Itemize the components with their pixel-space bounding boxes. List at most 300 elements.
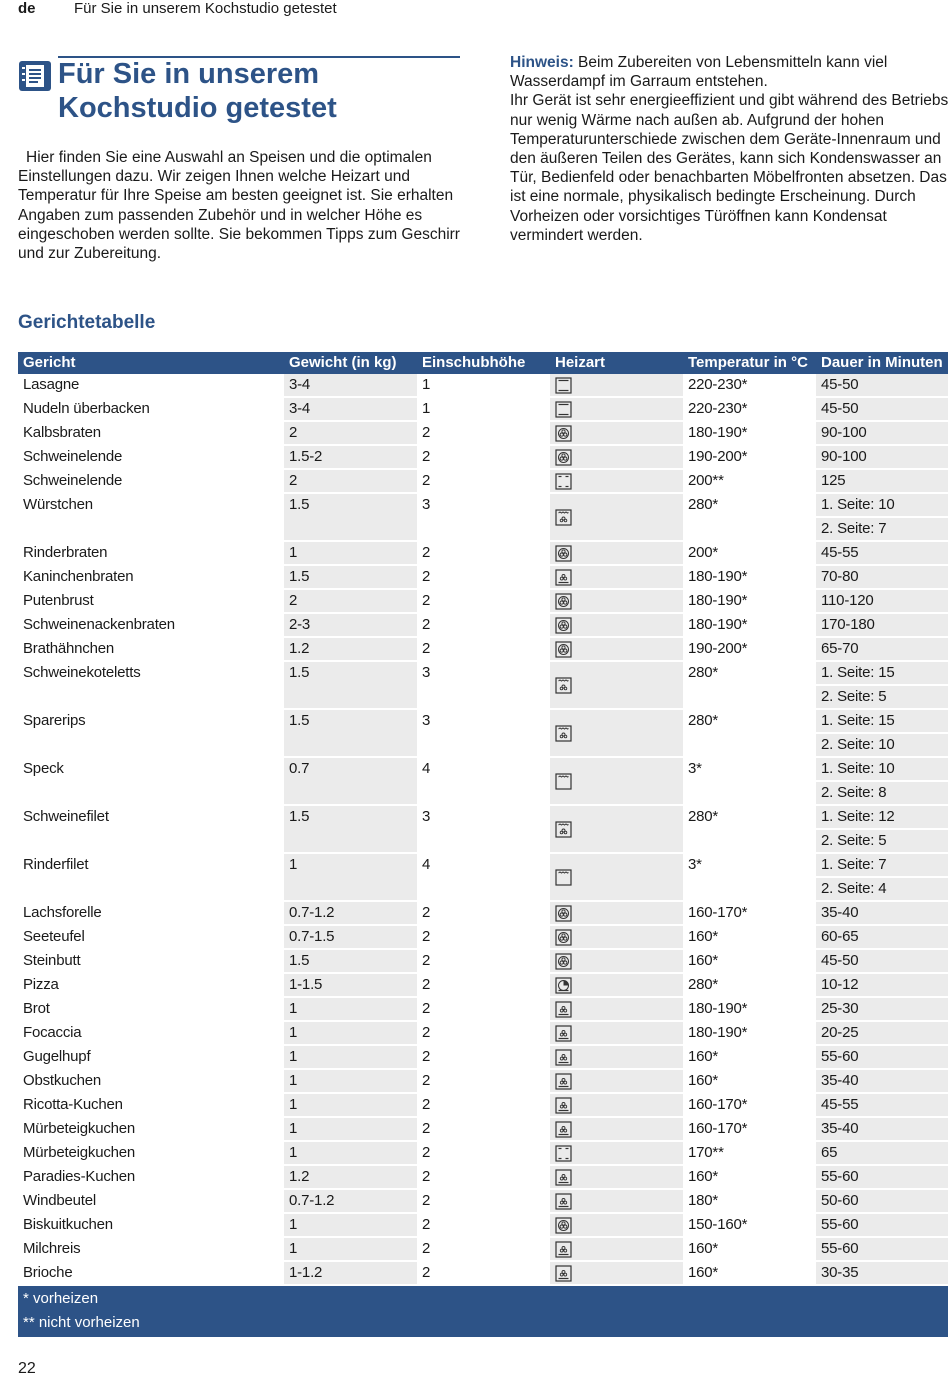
column-header-heat: Heizart [555, 354, 606, 371]
cell-duration [816, 926, 948, 948]
cell-dish: Sparerips [18, 710, 284, 756]
duration-value: 35-40 [816, 902, 948, 924]
cell-heat [550, 566, 683, 588]
bottom-fan-icon [555, 1121, 572, 1138]
cell-temp: 280* [683, 806, 816, 852]
table-row-nudeln-ueberbacken [18, 398, 948, 422]
duration-value: 2. Seite: 4 [816, 876, 948, 900]
cell-temp: 3* [683, 758, 816, 804]
bottom-fan-icon [555, 569, 572, 586]
cell-heat [550, 1094, 683, 1116]
cell-temp: 180-190* [683, 614, 816, 636]
cell-dish: Mürbeteigkuchen [18, 1142, 284, 1164]
cell-duration [816, 1238, 948, 1260]
cell-temp: 180-190* [683, 998, 816, 1020]
table-row-obstkuchen [18, 1070, 948, 1094]
cell-duration [816, 614, 948, 636]
cell-duration [816, 1262, 948, 1284]
table-row-brathaehnchen [18, 638, 948, 662]
cell-level: 2 [417, 566, 550, 588]
hot-air-icon [555, 545, 572, 562]
cell-duration [816, 398, 948, 420]
cell-temp: 190-200* [683, 446, 816, 468]
hot-air-icon [555, 449, 572, 466]
cell-dish: Windbeutel [18, 1190, 284, 1212]
cell-level: 2 [417, 1190, 550, 1212]
cell-dish: Rinderfilet [18, 854, 284, 900]
cell-temp: 280* [683, 662, 816, 708]
header-language: de [18, 0, 36, 17]
page-number: 22 [18, 1360, 36, 1377]
table-row-speck [18, 758, 948, 806]
cell-level: 2 [417, 902, 550, 924]
duration-value: 30-35 [816, 1262, 948, 1284]
duration-value: 25-30 [816, 998, 948, 1020]
cell-temp: 220-230* [683, 398, 816, 420]
duration-value: 2. Seite: 8 [816, 780, 948, 804]
table-row-brot [18, 998, 948, 1022]
cell-temp: 180-190* [683, 1022, 816, 1044]
duration-value: 50-60 [816, 1190, 948, 1212]
cell-weight: 2 [284, 422, 417, 444]
bottom-fan-icon [555, 1025, 572, 1042]
cell-weight: 1 [284, 854, 417, 900]
cell-weight: 1.5-2 [284, 446, 417, 468]
cell-duration [816, 494, 948, 540]
cell-dish: Brathähnchen [18, 638, 284, 660]
cell-temp: 160-170* [683, 902, 816, 924]
duration-value: 2. Seite: 7 [816, 516, 948, 540]
section-title: Für Sie in unserem Kochstudio getestet [58, 58, 337, 124]
note-text-2: Ihr Gerät ist sehr energieeffizient und gibt während des Betriebs nur wenig Wärme nach außen ab. Aufgrund der hohen Temperaturunterschiede zwischen dem Geräte-Innenraum und den äußeren Teilen des Gerätes, kann sich Kondenswasser an Tür, Bedienfeld oder benachbarten Möbelfronten absetzen. Das ist eine normale, physikalisch bedingte Erscheinung. Durch Vorheizen oder vorsichtiges Türöffnen kann Kondensat vermindert werden. [510, 92, 949, 244]
cell-level: 2 [417, 614, 550, 636]
intro-paragraph: Hier finden Sie eine Auswahl an Speisen und die optimalen Einstellungen dazu. Wir zeigen Ihnen welche Heizart und Temperatur für Ihre Speise am besten geeignet ist. Sie erhalten Angaben zum passenden Zubehör und in welcher Höhe es eingeschoben werden sollte. Sie bekommen Tipps zum Geschirr und zur Zubereitung. [18, 149, 460, 263]
note-label: Hinweis: [510, 54, 574, 71]
cell-temp: 280* [683, 494, 816, 540]
cell-level: 2 [417, 950, 550, 972]
cell-temp: 180-190* [683, 566, 816, 588]
cell-dish: Obstkuchen [18, 1070, 284, 1092]
eco-heat-icon [555, 473, 572, 490]
cell-duration [816, 1094, 948, 1116]
grill-fan-icon [555, 509, 572, 526]
cell-duration [816, 590, 948, 612]
header-title: Für Sie in unserem Kochstudio getestet [74, 0, 337, 17]
cell-duration [816, 974, 948, 996]
cell-duration [816, 662, 948, 708]
column-header-temp: Temperatur in °C [688, 354, 808, 371]
column-header-level: Einschubhöhe [422, 354, 526, 371]
duration-value: 55-60 [816, 1238, 948, 1260]
cell-temp: 180-190* [683, 590, 816, 612]
cell-weight: 1 [284, 1214, 417, 1236]
note-block [510, 53, 950, 245]
cell-level: 2 [417, 542, 550, 564]
duration-value: 65-70 [816, 638, 948, 660]
table-row-paradies-kuchen [18, 1166, 948, 1190]
table-row-brioche [18, 1262, 948, 1286]
table-row-biskuitkuchen [18, 1214, 948, 1238]
hot-air-icon [555, 593, 572, 610]
cell-dish: Schweinekoteletts [18, 662, 284, 708]
duration-value: 1. Seite: 15 [816, 662, 948, 684]
duration-value: 20-25 [816, 1022, 948, 1044]
cell-heat [550, 854, 683, 900]
duration-value: 45-50 [816, 950, 948, 972]
cell-duration [816, 1070, 948, 1092]
top-bottom-heat-icon [555, 401, 572, 418]
table-row-wuerstchen [18, 494, 948, 542]
cell-temp: 180* [683, 1190, 816, 1212]
cell-level: 2 [417, 1046, 550, 1068]
cell-temp: 3* [683, 854, 816, 900]
table-row-seeteufel [18, 926, 948, 950]
cell-level: 1 [417, 374, 550, 396]
cell-level: 3 [417, 494, 550, 540]
cell-dish: Speck [18, 758, 284, 804]
cell-temp: 200* [683, 542, 816, 564]
cell-heat [550, 1142, 683, 1164]
cell-heat [550, 974, 683, 996]
cell-heat [550, 926, 683, 948]
cell-heat [550, 374, 683, 396]
cell-level: 2 [417, 1070, 550, 1092]
cell-heat [550, 446, 683, 468]
cell-heat [550, 398, 683, 420]
cell-weight: 1 [284, 1142, 417, 1164]
cell-weight: 1 [284, 1118, 417, 1140]
cell-heat [550, 1214, 683, 1236]
cell-dish: Kaninchenbraten [18, 566, 284, 588]
grill-icon [555, 869, 572, 886]
cell-duration [816, 1118, 948, 1140]
cell-dish: Schweinenackenbraten [18, 614, 284, 636]
duration-value: 110-120 [816, 590, 948, 612]
duration-value: 10-12 [816, 974, 948, 996]
cell-duration [816, 446, 948, 468]
table-body [18, 374, 948, 1286]
hot-air-icon [555, 929, 572, 946]
bottom-fan-icon [555, 1265, 572, 1282]
duration-value: 1. Seite: 15 [816, 710, 948, 732]
cell-dish: Schweinelende [18, 470, 284, 492]
cell-heat [550, 1070, 683, 1092]
duration-value: 65 [816, 1142, 948, 1164]
table-row-rinderfilet [18, 854, 948, 902]
cell-weight: 3-4 [284, 374, 417, 396]
cell-heat [550, 662, 683, 708]
duration-value: 45-50 [816, 374, 948, 396]
cell-heat [550, 470, 683, 492]
cell-heat [550, 902, 683, 924]
duration-value: 90-100 [816, 446, 948, 468]
cell-level: 3 [417, 806, 550, 852]
cell-level: 2 [417, 1094, 550, 1116]
cell-weight: 1.5 [284, 710, 417, 756]
bottom-fan-icon [555, 1193, 572, 1210]
cell-heat [550, 494, 683, 540]
cell-temp: 280* [683, 974, 816, 996]
cell-level: 2 [417, 470, 550, 492]
cell-dish: Gugelhupf [18, 1046, 284, 1068]
cell-dish: Putenbrust [18, 590, 284, 612]
table-footnotes [18, 1286, 948, 1337]
duration-value: 170-180 [816, 614, 948, 636]
cell-level: 2 [417, 1262, 550, 1284]
cell-level: 2 [417, 422, 550, 444]
grill-icon [555, 773, 572, 790]
duration-value: 2. Seite: 5 [816, 828, 948, 852]
cell-heat [550, 1190, 683, 1212]
cell-dish: Rinderbraten [18, 542, 284, 564]
duration-value: 90-100 [816, 422, 948, 444]
cell-heat [550, 590, 683, 612]
table-row-putenbrust [18, 590, 948, 614]
cell-heat [550, 1118, 683, 1140]
cell-dish: Lasagne [18, 374, 284, 396]
bottom-fan-icon [555, 1241, 572, 1258]
cell-temp: 160-170* [683, 1094, 816, 1116]
cell-weight: 1 [284, 1070, 417, 1092]
cell-level: 2 [417, 926, 550, 948]
table-row-steinbutt [18, 950, 948, 974]
duration-value: 55-60 [816, 1214, 948, 1236]
cell-weight: 2 [284, 590, 417, 612]
cell-weight: 1.5 [284, 950, 417, 972]
cell-duration [816, 566, 948, 588]
grill-fan-icon [555, 821, 572, 838]
cell-duration [816, 950, 948, 972]
duration-value: 35-40 [816, 1118, 948, 1140]
cell-temp: 150-160* [683, 1214, 816, 1236]
cell-level: 2 [417, 590, 550, 612]
cell-heat [550, 1046, 683, 1068]
cell-temp: 160* [683, 926, 816, 948]
top-bottom-heat-icon [555, 377, 572, 394]
cell-weight: 1 [284, 998, 417, 1020]
cell-dish: Schweinefilet [18, 806, 284, 852]
cell-level: 2 [417, 1214, 550, 1236]
cell-weight: 1.5 [284, 494, 417, 540]
cell-weight: 3-4 [284, 398, 417, 420]
cell-duration [816, 1190, 948, 1212]
cell-weight: 1 [284, 1022, 417, 1044]
table-row-schweinekoteletts [18, 662, 948, 710]
cell-weight: 1-1.2 [284, 1262, 417, 1284]
cell-duration [816, 1046, 948, 1068]
cell-dish: Seeteufel [18, 926, 284, 948]
footnote-preheat: * vorheizen [23, 1290, 99, 1307]
cell-heat [550, 542, 683, 564]
cell-dish: Kalbsbraten [18, 422, 284, 444]
cell-dish: Biskuitkuchen [18, 1214, 284, 1236]
cell-duration [816, 902, 948, 924]
cell-duration [816, 758, 948, 804]
duration-value: 1. Seite: 12 [816, 806, 948, 828]
cell-temp: 160* [683, 950, 816, 972]
grill-fan-icon [555, 725, 572, 742]
table-row-schweinelende [18, 446, 948, 470]
bottom-fan-icon [555, 1073, 572, 1090]
cell-duration [816, 470, 948, 492]
table-title: Gerichtetabelle [18, 312, 156, 333]
column-header-duration: Dauer in Minuten [821, 354, 943, 371]
cell-weight: 1 [284, 542, 417, 564]
cell-temp: 220-230* [683, 374, 816, 396]
table-header [18, 352, 948, 374]
cell-duration [816, 1022, 948, 1044]
cell-dish: Lachsforelle [18, 902, 284, 924]
cell-temp: 170** [683, 1142, 816, 1164]
cell-heat [550, 422, 683, 444]
cell-heat [550, 950, 683, 972]
cell-weight: 1.5 [284, 566, 417, 588]
cell-level: 2 [417, 638, 550, 660]
hot-air-icon [555, 425, 572, 442]
cell-duration [816, 854, 948, 900]
cell-duration [816, 422, 948, 444]
cell-weight: 0.7 [284, 758, 417, 804]
cell-heat [550, 638, 683, 660]
cell-weight: 0.7-1.2 [284, 1190, 417, 1212]
duration-value: 2. Seite: 5 [816, 684, 948, 708]
duration-value: 70-80 [816, 566, 948, 588]
cell-level: 3 [417, 662, 550, 708]
cell-dish: Ricotta-Kuchen [18, 1094, 284, 1116]
table-row-gugelhupf [18, 1046, 948, 1070]
hot-air-icon [555, 905, 572, 922]
duration-value: 55-60 [816, 1046, 948, 1068]
duration-value: 125 [816, 470, 948, 492]
cell-weight: 1 [284, 1238, 417, 1260]
note-text: Beim Zubereiten von Lebensmitteln kann viel Wasserdampf im Garraum entstehen. [510, 54, 888, 91]
cell-level: 2 [417, 1118, 550, 1140]
document-list-icon [18, 60, 52, 92]
cell-dish: Schweinelende [18, 446, 284, 468]
table-row-windbeutel [18, 1190, 948, 1214]
cell-weight: 1 [284, 1046, 417, 1068]
cell-heat [550, 710, 683, 756]
duration-value: 45-50 [816, 398, 948, 420]
table-row-pizza [18, 974, 948, 998]
cell-dish: Milchreis [18, 1238, 284, 1260]
cell-dish: Pizza [18, 974, 284, 996]
cell-level: 2 [417, 998, 550, 1020]
eco-heat-icon [555, 1145, 572, 1162]
duration-value: 2. Seite: 10 [816, 732, 948, 756]
bottom-fan-icon [555, 1169, 572, 1186]
cell-dish: Mürbeteigkuchen [18, 1118, 284, 1140]
duration-value: 1. Seite: 10 [816, 758, 948, 780]
cell-dish: Brioche [18, 1262, 284, 1284]
duration-value: 45-55 [816, 542, 948, 564]
cell-level: 2 [417, 974, 550, 996]
table-row-schweinefilet [18, 806, 948, 854]
table-row-lachsforelle [18, 902, 948, 926]
duration-value: 35-40 [816, 1070, 948, 1092]
cell-dish: Brot [18, 998, 284, 1020]
cell-weight: 1.2 [284, 638, 417, 660]
cell-dish: Paradies-Kuchen [18, 1166, 284, 1188]
table-row-muerbeteigkuchen [18, 1118, 948, 1142]
cell-level: 2 [417, 1142, 550, 1164]
table-row-ricotta-kuchen [18, 1094, 948, 1118]
hot-air-icon [555, 641, 572, 658]
table-row-lasagne [18, 374, 948, 398]
cell-heat [550, 1022, 683, 1044]
cell-duration [816, 1166, 948, 1188]
cell-temp: 190-200* [683, 638, 816, 660]
dish-table [18, 352, 948, 1337]
duration-value: 1. Seite: 7 [816, 854, 948, 876]
cell-level: 2 [417, 1238, 550, 1260]
cell-temp: 160-170* [683, 1118, 816, 1140]
bottom-fan-icon [555, 1049, 572, 1066]
grill-fan-icon [555, 677, 572, 694]
table-row-milchreis [18, 1238, 948, 1262]
cell-level: 2 [417, 446, 550, 468]
cell-dish: Würstchen [18, 494, 284, 540]
duration-value: 55-60 [816, 1166, 948, 1188]
cell-temp: 200** [683, 470, 816, 492]
cell-duration [816, 806, 948, 852]
cell-duration [816, 542, 948, 564]
cell-heat [550, 1166, 683, 1188]
cell-weight: 1 [284, 1094, 417, 1116]
cell-heat [550, 998, 683, 1020]
cell-weight: 2-3 [284, 614, 417, 636]
bottom-fan-icon [555, 1001, 572, 1018]
cell-heat [550, 1238, 683, 1260]
cell-heat [550, 1262, 683, 1284]
cell-temp: 180-190* [683, 422, 816, 444]
cell-weight: 1.2 [284, 1166, 417, 1188]
cell-duration [816, 710, 948, 756]
cell-duration [816, 998, 948, 1020]
cell-weight: 2 [284, 470, 417, 492]
cell-duration [816, 1142, 948, 1164]
table-row-kaninchenbraten [18, 566, 948, 590]
column-header-dish: Gericht [23, 354, 76, 371]
cell-weight: 1.5 [284, 806, 417, 852]
duration-value: 45-55 [816, 1094, 948, 1116]
cell-heat [550, 806, 683, 852]
table-row-schweinelende [18, 470, 948, 494]
cell-weight: 0.7-1.2 [284, 902, 417, 924]
duration-value: 60-65 [816, 926, 948, 948]
table-row-schweinenackenbraten [18, 614, 948, 638]
hot-air-icon [555, 953, 572, 970]
cell-weight: 0.7-1.5 [284, 926, 417, 948]
cell-weight: 1.5 [284, 662, 417, 708]
table-row-kalbsbraten [18, 422, 948, 446]
cell-duration [816, 1214, 948, 1236]
cell-temp: 160* [683, 1070, 816, 1092]
cell-dish: Nudeln überbacken [18, 398, 284, 420]
cell-heat [550, 614, 683, 636]
hot-air-icon [555, 1217, 572, 1234]
bottom-fan-icon [555, 1097, 572, 1114]
cell-temp: 160* [683, 1262, 816, 1284]
footnote-no-preheat: ** nicht vorheizen [23, 1314, 140, 1331]
table-row-sparerips [18, 710, 948, 758]
cell-level: 4 [417, 758, 550, 804]
cell-duration [816, 638, 948, 660]
pizza-icon [555, 977, 572, 994]
hot-air-icon [555, 617, 572, 634]
duration-value: 1. Seite: 10 [816, 494, 948, 516]
column-header-weight: Gewicht (in kg) [289, 354, 397, 371]
